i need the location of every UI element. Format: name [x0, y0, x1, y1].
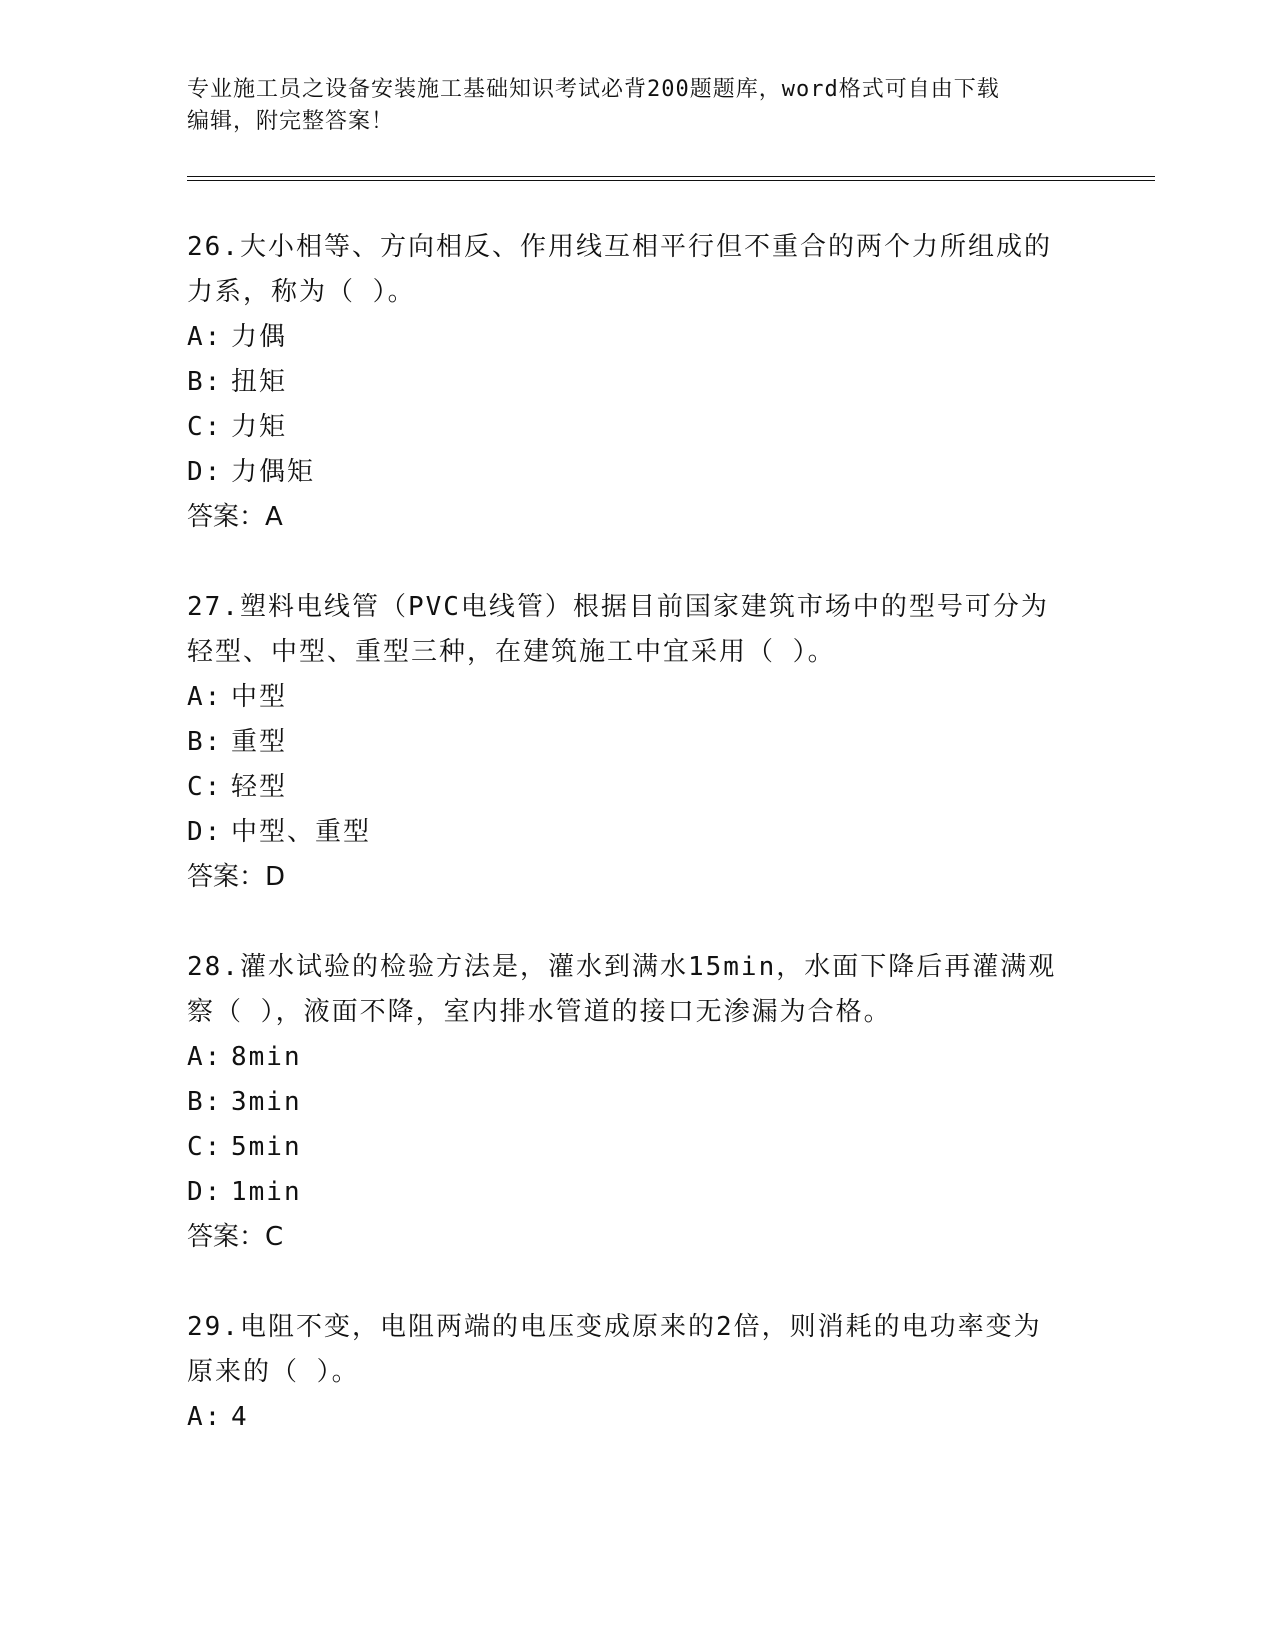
- option-c: [187, 1125, 1107, 1170]
- answer: 答案：A: [187, 502, 283, 532]
- answer: 答案：C: [187, 1222, 284, 1252]
- option-text: 扭矩: [231, 367, 288, 397]
- option-text: 力矩: [231, 412, 288, 442]
- header-line-1: 专业施工员之设备安装施工基础知识考试必背200题题库，word格式可自由下载: [187, 77, 1000, 102]
- option-text: 轻型: [231, 772, 288, 802]
- option-letter: B:: [187, 727, 223, 757]
- option-d: [187, 1170, 1107, 1215]
- option-a: [187, 1035, 1107, 1080]
- option-b: [187, 1080, 1107, 1125]
- option-a: [187, 1395, 1107, 1440]
- option-letter: B:: [187, 1087, 223, 1117]
- option-letter: C:: [187, 772, 223, 802]
- option-letter: D:: [187, 817, 223, 847]
- header-line-2: 编辑，附完整答案！: [187, 109, 395, 134]
- option-text: 中型: [231, 682, 288, 712]
- option-c: [187, 405, 1107, 450]
- header-divider: [187, 176, 1155, 181]
- question-text-line-2: 轻型、中型、重型三种，在建筑施工中宜采用（ ）。: [187, 637, 836, 667]
- option-letter: A:: [187, 682, 223, 712]
- option-a: [187, 315, 1107, 360]
- option-a: [187, 675, 1107, 720]
- option-b: [187, 360, 1107, 405]
- option-text: 力偶: [231, 322, 288, 352]
- question-text-line-1: 28.灌水试验的检验方法是，灌水到满水15min，水面下降后再灌满观: [187, 952, 1057, 982]
- option-letter: A:: [187, 1042, 223, 1072]
- option-c: [187, 765, 1107, 810]
- question-text-line-1: 27.塑料电线管（PVC电线管）根据目前国家建筑市场中的型号可分为: [187, 592, 1049, 622]
- option-b: [187, 720, 1107, 765]
- question-28: [187, 945, 1107, 1260]
- option-letter: C:: [187, 412, 223, 442]
- option-d: [187, 810, 1107, 855]
- question-text-line-1: 29.电阻不变，电阻两端的电压变成原来的2倍，则消耗的电功率变为: [187, 1312, 1042, 1342]
- option-text: 中型、重型: [231, 817, 372, 847]
- option-text: 5min: [231, 1132, 302, 1162]
- option-text: 8min: [231, 1042, 302, 1072]
- option-text: 力偶矩: [231, 457, 316, 487]
- option-letter: A:: [187, 322, 223, 352]
- answer: 答案：D: [187, 862, 286, 892]
- option-d: [187, 450, 1107, 495]
- option-letter: D:: [187, 457, 223, 487]
- option-text: 重型: [231, 727, 288, 757]
- question-text-line-2: 察（ ），液面不降，室内排水管道的接口无渗漏为合格。: [187, 997, 892, 1027]
- option-letter: D:: [187, 1177, 223, 1207]
- option-text: 4: [231, 1402, 249, 1432]
- question-26: [187, 225, 1107, 540]
- question-27: [187, 585, 1107, 900]
- question-text-line-2: 原来的（ ）。: [187, 1357, 360, 1387]
- option-text: 3min: [231, 1087, 302, 1117]
- option-text: 1min: [231, 1177, 302, 1207]
- question-29: [187, 1305, 1107, 1440]
- document-header: [187, 74, 1087, 138]
- option-letter: C:: [187, 1132, 223, 1162]
- question-text-line-1: 26.大小相等、方向相反、作用线互相平行但不重合的两个力所组成的: [187, 232, 1052, 262]
- option-letter: A:: [187, 1402, 223, 1432]
- question-text-line-2: 力系，称为（ ）。: [187, 277, 416, 307]
- option-letter: B:: [187, 367, 223, 397]
